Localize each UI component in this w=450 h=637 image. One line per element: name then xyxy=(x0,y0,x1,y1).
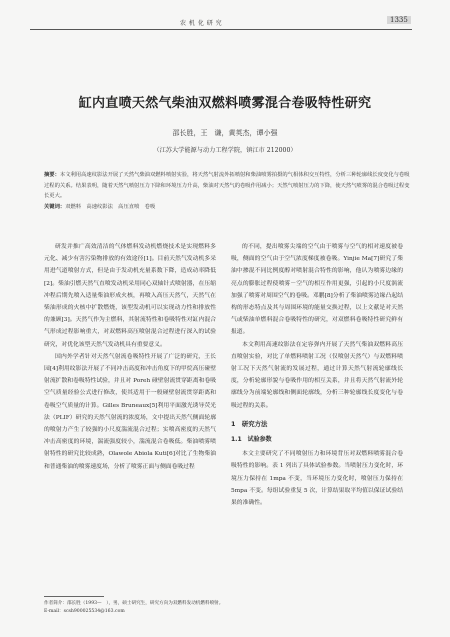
keywords-label: 关键词： xyxy=(44,203,66,210)
right-column xyxy=(231,241,403,509)
author-list: 邵长胜，王 谦，黄英杰，谭小强 xyxy=(172,129,278,137)
author-footnote xyxy=(44,600,224,616)
intro-paragraph-2: 国内外学者针对天然气射流卷吸特性开展了广泛的研究，王长园[4]利用纹影法开展了不同冲击高度和冲击角度下的甲烷高压碰壁射流扩散和卷吸特性试验，并且对 Poreh 碰壁射流贯穿距离和卷吸空气质量经验公式进行修改，使其适用于一般碰壁射流贯穿距离和卷吸空气质量的计算。Gilles Bruneaux[5]利用平面激光诱导荧光法（PLIF）研究的天然气射流的浓度场，文中提出天然气侧面轮廓的喷射力产生了较强的小尺度湍流混合过程；实喷高密度的天然气冲击高密度的环境，湍流强度较小，湍流混合卷吸低。柴油喷雾喷射特性的研究比较成熟，Olawole Abiola Kuti[6]对比了生物柴油和普通柴油的喷雾速度场，分析了喷雾正面与侧面卷吸过程 xyxy=(44,353,216,470)
footnote-divider xyxy=(44,596,104,597)
subsection-heading: 1.1 试验参数 xyxy=(231,436,272,444)
affiliation: （江苏大学能源与动力工程学院，镇江市 212000） xyxy=(153,147,297,154)
footnote-bio: 作者简介：邵长胜（1993— ），男，硕士研究生，研究方向为双燃料发动机燃料喷射。 xyxy=(44,601,224,606)
abstract-text: 本文利用高速纹影法开展了天然气柴油双燃料喷射实验，将天然气射流外拓喷射和柴油喷雾拍摄的气相体积交互特性，分析三种轮廓线长度变化与卷吸过程的关系。结果表明，随着天然气喷射压力下降和环境压力升高，柴油对天然气的卷吸作用减小；天然气喷射压力的下降，使天然气喷雾的混合卷吸过程变长更大。 xyxy=(44,172,410,199)
abstract-block xyxy=(44,170,410,212)
intro-paragraph-3: 的不同，提出喷雾尖端的空气由于喷雾与空气的相对速度被卷吸，侧面的空气由于空气浓度梯度被卷吸。Yinjie Ma[7]研究了柴油中掺混不同比例度醇对喷射混合特性的影响，他认为喷雾边缘的亮点的膨胀过程使喷雾－空气的相互作用更强，引起的小尺度涡流加强了喷雾对周围空气的卷吸。邓鹏[8]分析了柴油喷雾边缘凸起结构的形态特点及其与周围环境的能量交换过程，以上文献是对天然气或柴油单燃料混合卷吸特性的研究，对双燃料卷吸特性研究鲜有报道。 xyxy=(231,244,403,336)
abstract-label: 摘要： xyxy=(44,172,60,178)
intro-paragraph-1: 研发并推广高效清洁的气体燃料发动机燃烧技术是实现燃料多元化、减少有害污染物排放的有效途径[1]。目前天然气发动机多采用进气道喷射方式，但是由于发动机充量系数下降，造成动率降低[2]。柴油引燃天然气直喷发动机采用同心双轴针式喷射器，在压缩冲程后期先喷入适量柴油形成火核，再喷入高压天然气，天然气在柴油形成的火核中扩散燃烧，该型发动机可以实现动力性和排放性的兼顾[3]。天然气作为主燃料，其射流特性和卷吸特性对缸内混合气形成过程影响重大，对双燃料高压喷射混合过程进行深入的试验研究，对优化该型天然气发动机具有重要意义。 xyxy=(44,244,216,348)
footnote-email: E-mail：scsh900025534@163.com xyxy=(44,609,125,614)
keywords-text: 双燃料 高速纹影法 高压直喷 卷吸 xyxy=(65,203,156,210)
left-column xyxy=(44,241,216,473)
section-heading: 1 研究方法 xyxy=(231,419,268,428)
method-paragraph: 本文主要研究了不同喷射压力和环境背压对双燃料喷雾混合卷吸特性的影响。表 1 列出了具体试验参数。当喷射压力变化时，环境压力保持在 1mpa 不变，当环境压力变化时，喷射压力保持在 5mpa 不变。每组试验重复 5 次，计算结果取平均值以保证试验结果的准确性。 xyxy=(231,451,403,507)
paper-title: 缸内直喷天然气柴油双燃料喷雾混合卷吸特性研究 xyxy=(78,96,372,111)
intro-paragraph-4: 本文利用高速纹影法在定容弹内开展了天然气柴油双燃料高压直喷射实验，对比了单燃料喷射工况（仅喷射天然气）与双燃料喷射工况下天然气射流的发展过程，通过计算天然气射流轮廓线长度，分析轮廓形貌与卷吸作用的相互关系，并且将天然气射流外轮廓线分为前端轮廓线和侧面轮廓线，分析三种轮廓线长度变化与卷吸过程的关系。 xyxy=(231,341,403,409)
header-divider xyxy=(30,29,412,30)
page-number: 1335 xyxy=(387,16,411,24)
journal-header: 农 机 化 研 究 xyxy=(180,20,223,27)
